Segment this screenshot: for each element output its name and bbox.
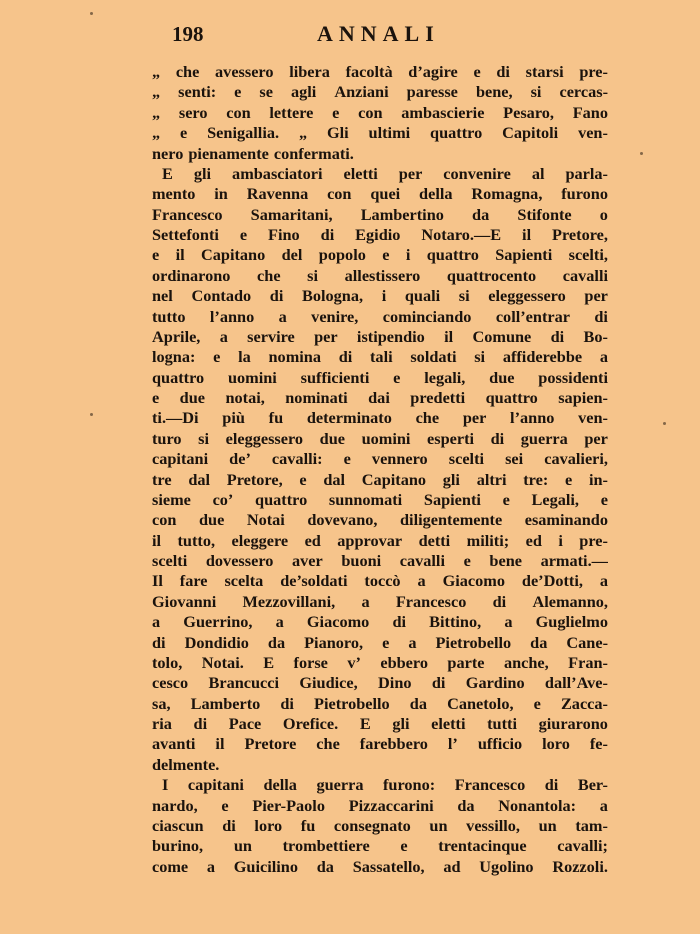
text-line: I capitani della guerra furono: Francesco di Ber-	[162, 775, 608, 795]
text-line: delmente.	[152, 754, 220, 774]
running-head: ANNALI	[317, 21, 440, 46]
text-line: quattro uomini sufficienti e legali, due possidenti	[152, 367, 608, 387]
text-line: sa, Lamberto di Pietrobello da Canetolo, e Zacca-	[152, 693, 608, 713]
paper-speck	[90, 413, 93, 416]
text-line: ti.—Di più fu determinato che per l’anno ven-	[152, 408, 608, 428]
text-line: E gli ambasciatori eletti per convenire al parla-	[162, 163, 608, 183]
text-line: sieme co’ quattro sunnomati Sapienti e Legali, e	[152, 489, 608, 509]
text-line: burino, un trombettiere e trentacinque cavalli;	[152, 836, 608, 856]
text-line: Settefonti e Fino di Egidio Notaro.—E il Pretore,	[152, 225, 608, 244]
text-line: e due notai, nominati dai predetti quattro sapien-	[152, 388, 608, 407]
text-line: scelti dovessero aver buoni cavalli e bene armati.—	[152, 551, 608, 570]
text-line: tolo, Notai. E forse v’ ebbero parte anche, Fran-	[152, 652, 608, 672]
text-line: Aprile, a servire per istipendio il Comune di Bo-	[152, 326, 608, 346]
text-line: nardo, e Pier-Paolo Pizzaccarini da Nonantola: a	[152, 795, 608, 815]
text-line: capitani de’ cavalli: e vennero scelti sei cavalieri,	[152, 449, 608, 469]
body-text	[152, 62, 608, 877]
text-line: avanti il Pretore che farebbero l’ ufficio loro fe-	[152, 734, 608, 754]
text-line: con due Notai dovevano, diligentemente esaminando	[152, 510, 608, 530]
paper-speck	[663, 422, 666, 425]
text-line: come a Guicilino da Sassatello, ad Ugolino Rozzoli.	[152, 856, 608, 876]
text-line: logna: e la nomina di tali soldati si affiderebbe a	[152, 347, 608, 367]
text-line: cesco Brancucci Giudice, Dino di Gardino dall’Ave-	[152, 673, 608, 693]
text-line: Il fare scelta de’soldati toccò a Giacomo de’Dotti, a	[152, 571, 608, 591]
text-line: „ e Senigallia. „ Gli ultimi quattro Capitoli ven-	[152, 123, 608, 143]
text-line: ordinarono che si allestissero quattrocento cavalli	[152, 265, 608, 285]
text-line: ria di Pace Orefice. E gli eletti tutti giurarono	[152, 714, 608, 733]
text-line: Giovanni Mezzovillani, a Francesco di Alemanno,	[152, 591, 608, 611]
paper-speck	[90, 12, 93, 15]
text-line: nel Contado di Bologna, i quali si eleggessero per	[152, 286, 608, 306]
text-line: e il Capitano del popolo e i quattro Sapienti scelti,	[152, 245, 608, 265]
text-line: a Guerrino, a Giacomo di Bittino, a Guglielmo	[152, 612, 608, 632]
text-line: „ sero con lettere e con ambascierie Pesaro, Fano	[152, 102, 608, 122]
text-line: Francesco Samaritani, Lambertino da Stifonte o	[152, 204, 608, 224]
text-line: ciascun di loro fu consegnato un vessillo, un tam-	[152, 815, 608, 835]
page-header	[152, 20, 608, 46]
text-line: tutto l’anno a venire, cominciando coll’entrar di	[152, 306, 608, 326]
paper-speck	[640, 152, 643, 155]
text-line: il tutto, eleggere ed approvar detti militi; ed i pre-	[152, 530, 608, 550]
text-line: di Dondidio da Pianoro, e a Pietrobello da Cane-	[152, 632, 608, 652]
text-line: tre dal Pretore, e dal Capitano gli altri tre: e in-	[152, 469, 608, 489]
text-line: nero pienamente confermati.	[152, 143, 354, 163]
text-line: turo si eleggessero due uomini esperti di guerra per	[152, 428, 608, 448]
text-line: „ che avessero libera facoltà d’agire e di starsi pre-	[152, 62, 608, 81]
text-line: mento in Ravenna con quei della Romagna, furono	[152, 184, 608, 204]
page-number: 198	[172, 22, 204, 46]
text-line: „ senti: e se agli Anziani paresse bene, si cercas-	[152, 82, 608, 102]
